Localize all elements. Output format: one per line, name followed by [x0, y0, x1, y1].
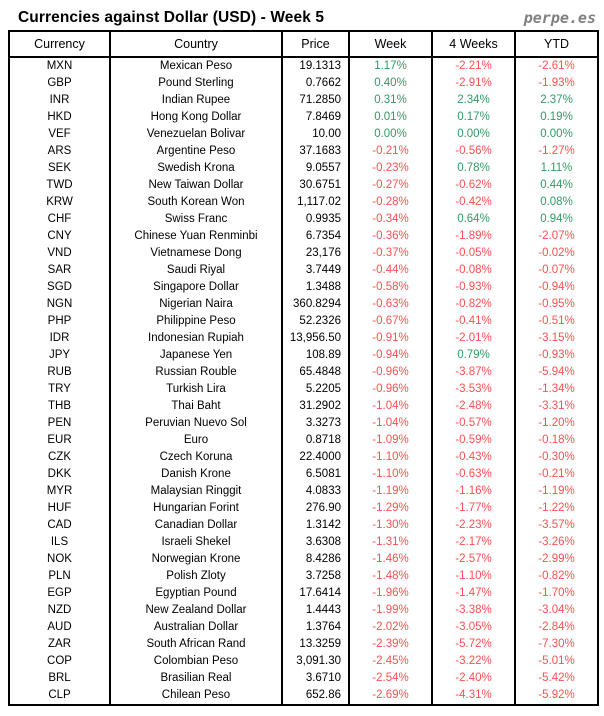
week-change: -1.04%	[349, 415, 432, 432]
country-name: Czech Koruna	[110, 449, 282, 466]
four-weeks-change: 2.34%	[432, 92, 515, 109]
currency-code: CZK	[9, 449, 110, 466]
four-weeks-change: -5.72%	[432, 636, 515, 653]
week-change: -1.10%	[349, 449, 432, 466]
currency-row-ars	[9, 143, 598, 160]
country-name: Egyptian Pound	[110, 585, 282, 602]
price-value: 276.90	[282, 500, 349, 517]
currency-row-sgd	[9, 279, 598, 296]
ytd-change: 0.44%	[515, 177, 598, 194]
ytd-change: -0.02%	[515, 245, 598, 262]
currency-row-thb	[9, 398, 598, 415]
table-body	[9, 57, 598, 705]
currency-code: TRY	[9, 381, 110, 398]
currency-code: EGP	[9, 585, 110, 602]
four-weeks-change: -0.62%	[432, 177, 515, 194]
ytd-change: -0.51%	[515, 313, 598, 330]
currency-code: TWD	[9, 177, 110, 194]
ytd-change: 0.08%	[515, 194, 598, 211]
currency-code: COP	[9, 653, 110, 670]
title-bar	[0, 0, 604, 30]
currency-code: AUD	[9, 619, 110, 636]
four-weeks-change: -3.05%	[432, 619, 515, 636]
country-name: Hungarian Forint	[110, 500, 282, 517]
ytd-change: -1.70%	[515, 585, 598, 602]
currency-code: PHP	[9, 313, 110, 330]
week-change: -0.94%	[349, 347, 432, 364]
four-weeks-change: -1.47%	[432, 585, 515, 602]
ytd-change: -1.19%	[515, 483, 598, 500]
currency-row-czk	[9, 449, 598, 466]
ytd-change: 1.11%	[515, 160, 598, 177]
currency-row-gbp	[9, 75, 598, 92]
week-change: -1.19%	[349, 483, 432, 500]
currency-row-jpy	[9, 347, 598, 364]
currency-row-rub	[9, 364, 598, 381]
country-name: New Taiwan Dollar	[110, 177, 282, 194]
price-value: 0.8718	[282, 432, 349, 449]
country-name: Mexican Peso	[110, 57, 282, 75]
week-change: -0.96%	[349, 364, 432, 381]
four-weeks-change: -3.38%	[432, 602, 515, 619]
column-header-4-weeks: 4 Weeks	[432, 31, 515, 57]
currency-code: MXN	[9, 57, 110, 75]
currency-row-egp	[9, 585, 598, 602]
currency-code: ILS	[9, 534, 110, 551]
four-weeks-change: -3.87%	[432, 364, 515, 381]
ytd-change: -1.93%	[515, 75, 598, 92]
country-name: Australian Dollar	[110, 619, 282, 636]
currency-code: RUB	[9, 364, 110, 381]
week-change: -0.37%	[349, 245, 432, 262]
country-name: Philippine Peso	[110, 313, 282, 330]
currency-code: CHF	[9, 211, 110, 228]
ytd-change: -3.31%	[515, 398, 598, 415]
ytd-change: -2.07%	[515, 228, 598, 245]
week-change: -0.23%	[349, 160, 432, 177]
four-weeks-change: -1.89%	[432, 228, 515, 245]
currency-code: CLP	[9, 687, 110, 705]
four-weeks-change: -0.59%	[432, 432, 515, 449]
price-value: 23,176	[282, 245, 349, 262]
column-header-country: Country	[110, 31, 282, 57]
week-change: -0.91%	[349, 330, 432, 347]
country-name: Swiss Franc	[110, 211, 282, 228]
currency-code: SGD	[9, 279, 110, 296]
country-name: Chinese Yuan Renminbi	[110, 228, 282, 245]
country-name: New Zealand Dollar	[110, 602, 282, 619]
currency-row-cad	[9, 517, 598, 534]
four-weeks-change: -0.42%	[432, 194, 515, 211]
country-name: Argentine Peso	[110, 143, 282, 160]
price-value: 1.3488	[282, 279, 349, 296]
country-name: Euro	[110, 432, 282, 449]
four-weeks-change: -0.08%	[432, 262, 515, 279]
country-name: Peruvian Nuevo Sol	[110, 415, 282, 432]
price-value: 6.7354	[282, 228, 349, 245]
four-weeks-change: -1.77%	[432, 500, 515, 517]
week-change: -1.09%	[349, 432, 432, 449]
ytd-change: -0.94%	[515, 279, 598, 296]
four-weeks-change: -0.63%	[432, 466, 515, 483]
currency-code: NOK	[9, 551, 110, 568]
currency-code: IDR	[9, 330, 110, 347]
currency-row-krw	[9, 194, 598, 211]
ytd-change: -5.94%	[515, 364, 598, 381]
week-change: -1.48%	[349, 568, 432, 585]
currency-row-sek	[9, 160, 598, 177]
ytd-change: -3.15%	[515, 330, 598, 347]
country-name: Indian Rupee	[110, 92, 282, 109]
country-name: Hong Kong Dollar	[110, 109, 282, 126]
country-name: Colombian Peso	[110, 653, 282, 670]
ytd-change: -2.84%	[515, 619, 598, 636]
price-value: 37.1683	[282, 143, 349, 160]
country-name: Canadian Dollar	[110, 517, 282, 534]
currency-row-php	[9, 313, 598, 330]
price-value: 5.2205	[282, 381, 349, 398]
currency-code: BRL	[9, 670, 110, 687]
currency-code: HUF	[9, 500, 110, 517]
four-weeks-change: 0.78%	[432, 160, 515, 177]
week-change: 0.00%	[349, 126, 432, 143]
week-change: -1.96%	[349, 585, 432, 602]
four-weeks-change: -0.43%	[432, 449, 515, 466]
ytd-change: -2.99%	[515, 551, 598, 568]
four-weeks-change: -0.57%	[432, 415, 515, 432]
country-name: Israeli Shekel	[110, 534, 282, 551]
price-value: 652.86	[282, 687, 349, 705]
currency-code: CNY	[9, 228, 110, 245]
country-name: Saudi Riyal	[110, 262, 282, 279]
ytd-change: -1.34%	[515, 381, 598, 398]
price-value: 360.8294	[282, 296, 349, 313]
currency-code: KRW	[9, 194, 110, 211]
ytd-change: -0.30%	[515, 449, 598, 466]
week-change: -1.99%	[349, 602, 432, 619]
country-name: Japanese Yen	[110, 347, 282, 364]
perpe-logo: perpe.es	[523, 9, 596, 27]
four-weeks-change: -2.23%	[432, 517, 515, 534]
week-change: -0.44%	[349, 262, 432, 279]
currency-row-cny	[9, 228, 598, 245]
currency-code: THB	[9, 398, 110, 415]
price-value: 9.0557	[282, 160, 349, 177]
country-name: Chilean Peso	[110, 687, 282, 705]
price-value: 3.6308	[282, 534, 349, 551]
price-value: 4.0833	[282, 483, 349, 500]
currency-table	[8, 30, 599, 706]
ytd-change: -0.93%	[515, 347, 598, 364]
week-change: -0.21%	[349, 143, 432, 160]
week-change: -1.31%	[349, 534, 432, 551]
week-change: -0.28%	[349, 194, 432, 211]
price-value: 1.3764	[282, 619, 349, 636]
week-change: 1.17%	[349, 57, 432, 75]
four-weeks-change: -4.31%	[432, 687, 515, 705]
ytd-change: -0.95%	[515, 296, 598, 313]
currency-row-twd	[9, 177, 598, 194]
price-value: 13,956.50	[282, 330, 349, 347]
price-value: 10.00	[282, 126, 349, 143]
week-change: -0.34%	[349, 211, 432, 228]
four-weeks-change: 0.64%	[432, 211, 515, 228]
currency-code: VEF	[9, 126, 110, 143]
currency-row-pln	[9, 568, 598, 585]
country-name: South African Rand	[110, 636, 282, 653]
price-value: 6.5081	[282, 466, 349, 483]
price-value: 1.4443	[282, 602, 349, 619]
currency-code: PLN	[9, 568, 110, 585]
week-change: -1.04%	[349, 398, 432, 415]
ytd-change: -0.18%	[515, 432, 598, 449]
four-weeks-change: -2.91%	[432, 75, 515, 92]
four-weeks-change: -0.82%	[432, 296, 515, 313]
four-weeks-change: -1.16%	[432, 483, 515, 500]
price-value: 0.9935	[282, 211, 349, 228]
ytd-change: -0.21%	[515, 466, 598, 483]
ytd-change: -1.20%	[515, 415, 598, 432]
four-weeks-change: -2.21%	[432, 57, 515, 75]
currency-row-hkd	[9, 109, 598, 126]
table-header-row	[9, 31, 598, 57]
ytd-change: -3.26%	[515, 534, 598, 551]
currency-code: INR	[9, 92, 110, 109]
four-weeks-change: -0.41%	[432, 313, 515, 330]
price-value: 17.6414	[282, 585, 349, 602]
ytd-change: 0.94%	[515, 211, 598, 228]
currency-row-vnd	[9, 245, 598, 262]
four-weeks-change: -3.22%	[432, 653, 515, 670]
ytd-change: 0.00%	[515, 126, 598, 143]
country-name: Polish Zloty	[110, 568, 282, 585]
country-name: Russian Rouble	[110, 364, 282, 381]
week-change: 0.31%	[349, 92, 432, 109]
price-value: 108.89	[282, 347, 349, 364]
price-value: 13.3259	[282, 636, 349, 653]
week-change: -2.45%	[349, 653, 432, 670]
four-weeks-change: -2.01%	[432, 330, 515, 347]
price-value: 0.7662	[282, 75, 349, 92]
column-header-week: Week	[349, 31, 432, 57]
ytd-change: -0.07%	[515, 262, 598, 279]
currency-code: SEK	[9, 160, 110, 177]
four-weeks-change: -3.53%	[432, 381, 515, 398]
column-header-ytd: YTD	[515, 31, 598, 57]
week-change: -1.10%	[349, 466, 432, 483]
price-value: 3,091.30	[282, 653, 349, 670]
currency-row-idr	[9, 330, 598, 347]
currency-row-myr	[9, 483, 598, 500]
ytd-change: -0.82%	[515, 568, 598, 585]
currency-row-chf	[9, 211, 598, 228]
price-value: 22.4000	[282, 449, 349, 466]
country-name: Danish Krone	[110, 466, 282, 483]
ytd-change: -5.42%	[515, 670, 598, 687]
currency-code: PEN	[9, 415, 110, 432]
price-value: 3.7449	[282, 262, 349, 279]
week-change: 0.40%	[349, 75, 432, 92]
week-change: -1.46%	[349, 551, 432, 568]
price-value: 3.3273	[282, 415, 349, 432]
week-change: -0.63%	[349, 296, 432, 313]
week-change: -0.96%	[349, 381, 432, 398]
currency-row-eur	[9, 432, 598, 449]
four-weeks-change: 0.79%	[432, 347, 515, 364]
country-name: Pound Sterling	[110, 75, 282, 92]
country-name: Venezuelan Bolivar	[110, 126, 282, 143]
country-name: Nigerian Naira	[110, 296, 282, 313]
country-name: Indonesian Rupiah	[110, 330, 282, 347]
four-weeks-change: 0.17%	[432, 109, 515, 126]
price-value: 8.4286	[282, 551, 349, 568]
currency-code: EUR	[9, 432, 110, 449]
ytd-change: -7.30%	[515, 636, 598, 653]
currency-code: DKK	[9, 466, 110, 483]
currency-code: SAR	[9, 262, 110, 279]
ytd-change: -5.92%	[515, 687, 598, 705]
currency-code: ARS	[9, 143, 110, 160]
four-weeks-change: -2.48%	[432, 398, 515, 415]
currency-row-zar	[9, 636, 598, 653]
currency-row-pen	[9, 415, 598, 432]
week-change: -0.27%	[349, 177, 432, 194]
week-change: -1.29%	[349, 500, 432, 517]
price-value: 3.7258	[282, 568, 349, 585]
currency-row-brl	[9, 670, 598, 687]
country-name: South Korean Won	[110, 194, 282, 211]
currency-row-nok	[9, 551, 598, 568]
price-value: 30.6751	[282, 177, 349, 194]
week-change: -0.67%	[349, 313, 432, 330]
currency-row-aud	[9, 619, 598, 636]
week-change: -2.54%	[349, 670, 432, 687]
ytd-change: -3.04%	[515, 602, 598, 619]
country-name: Brasilian Real	[110, 670, 282, 687]
four-weeks-change: -0.93%	[432, 279, 515, 296]
currency-code: NGN	[9, 296, 110, 313]
week-change: -0.58%	[349, 279, 432, 296]
currency-row-try	[9, 381, 598, 398]
country-name: Thai Baht	[110, 398, 282, 415]
currency-row-mxn	[9, 57, 598, 75]
price-value: 1.3142	[282, 517, 349, 534]
price-value: 7.8469	[282, 109, 349, 126]
currency-code: GBP	[9, 75, 110, 92]
week-change: -0.36%	[349, 228, 432, 245]
week-change: -2.39%	[349, 636, 432, 653]
column-header-price: Price	[282, 31, 349, 57]
country-name: Malaysian Ringgit	[110, 483, 282, 500]
price-value: 31.2902	[282, 398, 349, 415]
ytd-change: 0.19%	[515, 109, 598, 126]
price-value: 3.6710	[282, 670, 349, 687]
currency-row-ngn	[9, 296, 598, 313]
currency-code: ZAR	[9, 636, 110, 653]
four-weeks-change: -2.17%	[432, 534, 515, 551]
country-name: Swedish Krona	[110, 160, 282, 177]
currency-row-ils	[9, 534, 598, 551]
four-weeks-change: -2.40%	[432, 670, 515, 687]
country-name: Turkish Lira	[110, 381, 282, 398]
week-change: -2.69%	[349, 687, 432, 705]
price-value: 19.1313	[282, 57, 349, 75]
currency-row-sar	[9, 262, 598, 279]
week-change: -1.30%	[349, 517, 432, 534]
currency-code: VND	[9, 245, 110, 262]
ytd-change: -1.22%	[515, 500, 598, 517]
currency-code: JPY	[9, 347, 110, 364]
currency-row-vef	[9, 126, 598, 143]
country-name: Vietnamese Dong	[110, 245, 282, 262]
four-weeks-change: -0.05%	[432, 245, 515, 262]
currency-code: CAD	[9, 517, 110, 534]
ytd-change: 2.37%	[515, 92, 598, 109]
currency-row-inr	[9, 92, 598, 109]
column-header-currency: Currency	[9, 31, 110, 57]
four-weeks-change: -1.10%	[432, 568, 515, 585]
week-change: -2.02%	[349, 619, 432, 636]
currency-row-dkk	[9, 466, 598, 483]
currency-code: MYR	[9, 483, 110, 500]
currency-row-clp	[9, 687, 598, 705]
country-name: Singapore Dollar	[110, 279, 282, 296]
price-value: 71.2850	[282, 92, 349, 109]
currency-row-cop	[9, 653, 598, 670]
four-weeks-change: 0.00%	[432, 126, 515, 143]
ytd-change: -5.01%	[515, 653, 598, 670]
currency-row-huf	[9, 500, 598, 517]
ytd-change: -1.27%	[515, 143, 598, 160]
ytd-change: -2.61%	[515, 57, 598, 75]
page-title: Currencies against Dollar (USD) - Week 5	[18, 9, 325, 26]
currency-code: NZD	[9, 602, 110, 619]
price-value: 65.4848	[282, 364, 349, 381]
table-header	[9, 31, 598, 57]
ytd-change: -3.57%	[515, 517, 598, 534]
country-name: Norwegian Krone	[110, 551, 282, 568]
price-value: 1,117.02	[282, 194, 349, 211]
currency-row-nzd	[9, 602, 598, 619]
price-value: 52.2326	[282, 313, 349, 330]
currency-code: HKD	[9, 109, 110, 126]
week-change: 0.01%	[349, 109, 432, 126]
four-weeks-change: -2.57%	[432, 551, 515, 568]
four-weeks-change: -0.56%	[432, 143, 515, 160]
